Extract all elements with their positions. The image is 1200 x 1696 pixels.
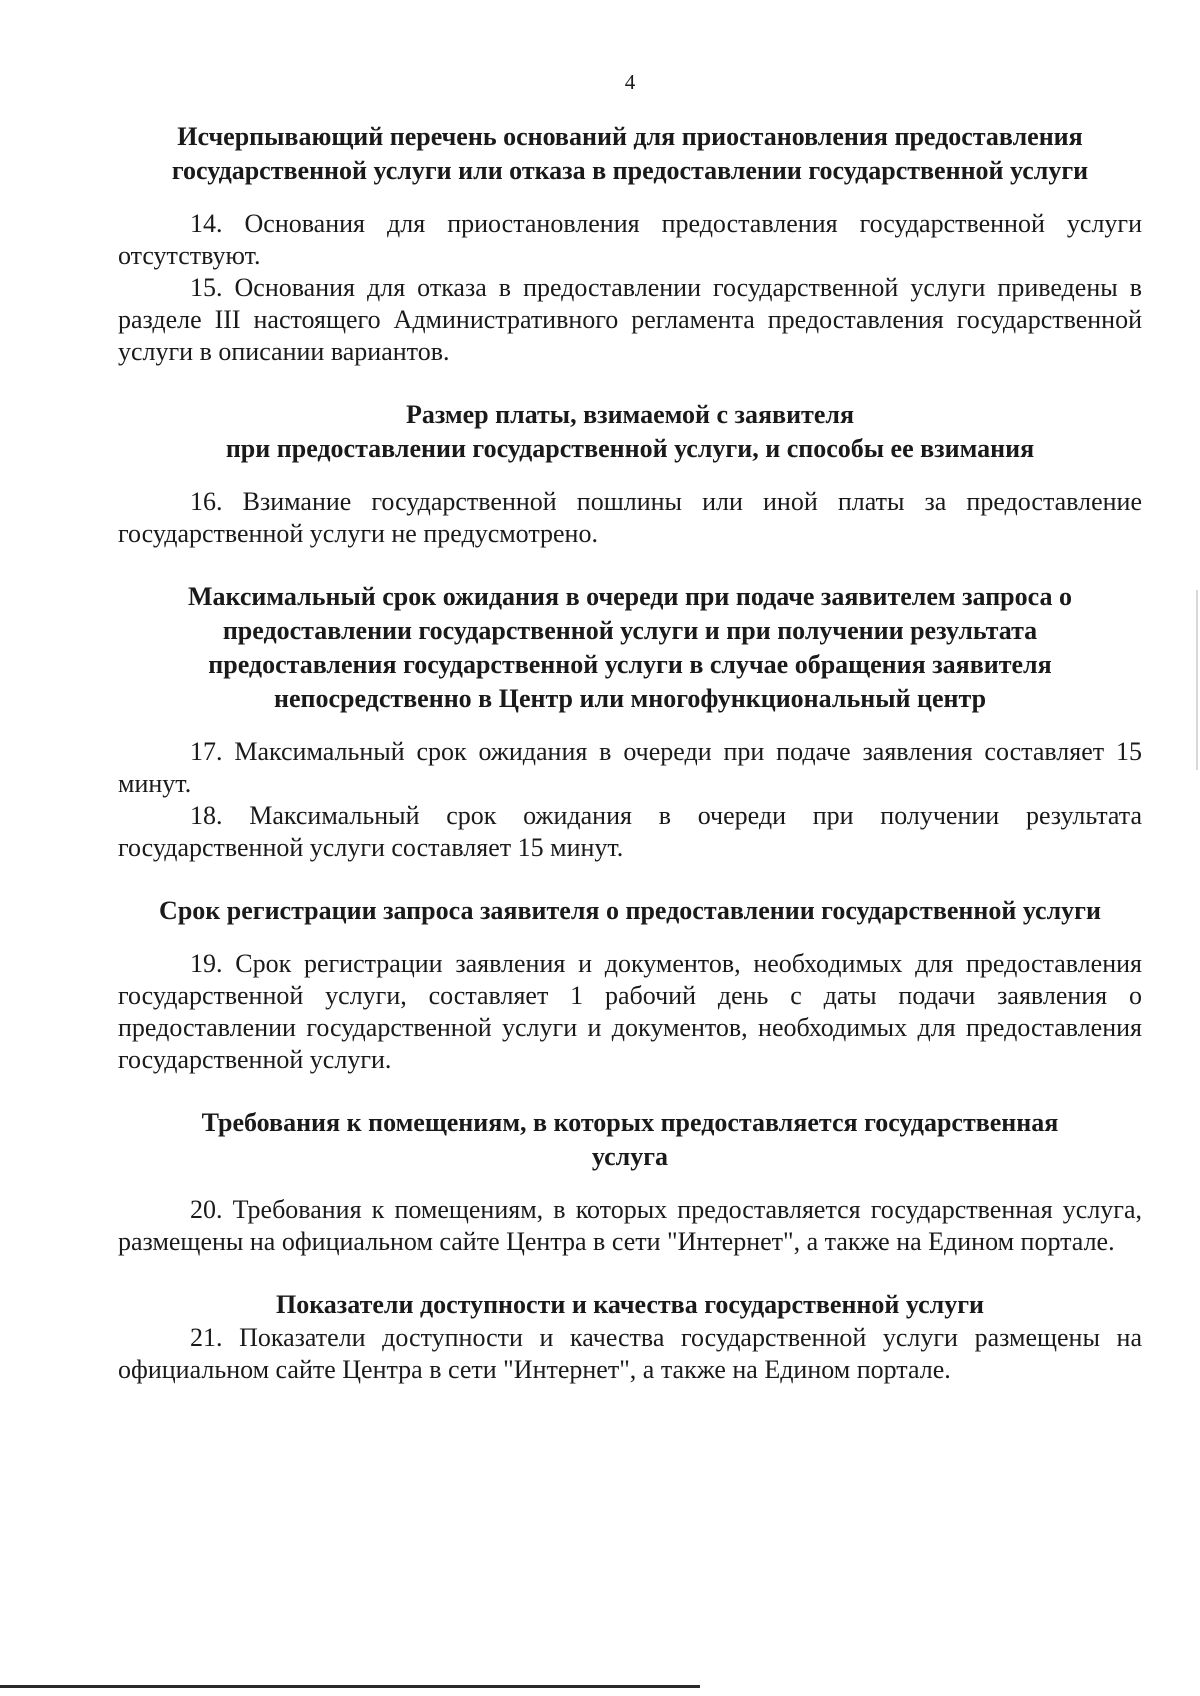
heading-line: Требования к помещениям, в которых предоставляется государственная: [201, 1108, 1059, 1137]
heading-line: Размер платы, взимаемой с заявителя: [405, 400, 855, 429]
section-heading: [118, 1288, 1142, 1322]
section-heading: [118, 894, 1142, 928]
section-accessibility-quality: [118, 1288, 1142, 1386]
heading-line: Срок регистрации запроса заявителя о предоставлении государственной услуги: [159, 896, 1101, 925]
document-page: [118, 70, 1142, 1386]
section-queue-waiting-time: [118, 580, 1142, 864]
heading-line: непосредственно в Центр или многофункциональный центр: [273, 684, 987, 713]
section-registration-term: [118, 894, 1142, 1076]
paragraph-14: 14. Основания для приостановления предоставления государственной услуги отсутствуют.: [118, 209, 1142, 270]
paragraph-16: 16. Взимание государственной пошлины или иной платы за предоставление государственной услуги не предусмотрено.: [118, 487, 1142, 548]
heading-line: предоставления государственной услуги в случае обращения заявителя: [208, 650, 1052, 679]
heading-line: предоставлении государственной услуги и при получении результата: [222, 616, 1038, 645]
paragraph-18: 18. Максимальный срок ожидания в очереди при получении результата государственной услуги составляет 15 минут.: [118, 801, 1142, 862]
heading-line: государственной услуги или отказа в предоставлении государственной услуги: [171, 156, 1089, 185]
paragraph-15: 15. Основания для отказа в предоставлении государственной услуги приведены в разделе III настоящего Административного регламента предоставления государственной услуги в описании вариантов.: [118, 273, 1142, 366]
paragraph-19: 19. Срок регистрации заявления и документов, необходимых для предоставления государственной услуги, составляет 1 рабочий день с даты подачи заявления о предоставлении государственной услуги и документов, необходимых для предоставления государственной услуги.: [118, 949, 1142, 1074]
scan-bottom-edge: [0, 1685, 700, 1688]
paragraph-20: 20. Требования к помещениям, в которых предоставляется государственная услуга, размещены на официальном сайте Центра в сети "Интернет", а также на Едином портале.: [118, 1195, 1142, 1256]
section-heading: [118, 1106, 1142, 1174]
scan-edge-mark: [1196, 590, 1198, 770]
section-heading: [118, 398, 1142, 466]
heading-line: при предоставлении государственной услуги, и способы ее взимания: [225, 434, 1035, 463]
paragraph-21: 21. Показатели доступности и качества государственной услуги размещены на официальном сайте Центра в сети "Интернет", а также на Едином портале.: [118, 1323, 1142, 1384]
heading-line: Исчерпывающий перечень оснований для приостановления предоставления: [177, 122, 1083, 151]
heading-line: Максимальный срок ожидания в очереди при подаче заявителем запроса о: [187, 582, 1072, 611]
heading-line: услуга: [591, 1142, 669, 1171]
paragraph-17: 17. Максимальный срок ожидания в очереди при подаче заявления составляет 15 минут.: [118, 737, 1142, 798]
page-number: 4: [624, 70, 636, 94]
section-suspension-refusal-grounds: [118, 120, 1142, 368]
section-heading: [118, 580, 1142, 716]
section-heading: [118, 120, 1142, 188]
section-premises-requirements: [118, 1106, 1142, 1258]
heading-line: Показатели доступности и качества государственной услуги: [275, 1290, 985, 1319]
section-fee: [118, 398, 1142, 550]
